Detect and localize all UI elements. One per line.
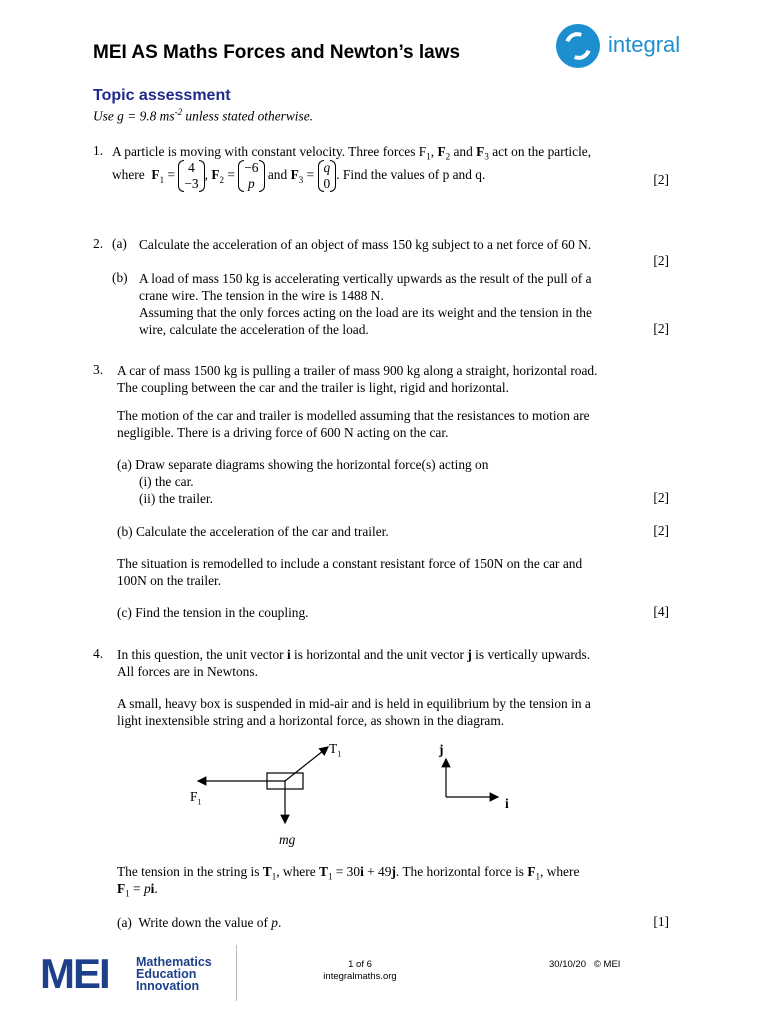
vector-f2: −6 p (238, 160, 264, 192)
integral-logo-icon (556, 24, 600, 68)
q4a-marks: [1] (653, 914, 669, 929)
vector-f3: q 0 (318, 160, 337, 192)
q4-line4: light inextensible string and a horizontal force, as shown in the diagram. (117, 713, 505, 728)
q3c-text: (c) Find the tension in the coupling. (117, 605, 309, 620)
tension-arrow (285, 747, 328, 781)
footer-divider (236, 945, 237, 1001)
force-diagram (180, 735, 520, 855)
q2b-line3: Assuming that the only forces acting on the load are its weight and the tension in the (139, 305, 592, 320)
q2b-label: (b) (112, 270, 128, 285)
gravity-note: Use g = 9.8 $ms^{-2}$ unless stated otherwise. (93, 107, 314, 124)
footer-date: 30/10/20 © MEI (549, 959, 621, 970)
q2b-line4: wire, calculate the acceleration of the load. (139, 322, 369, 337)
q3-line1: A car of mass 1500 kg is pulling a trailer of mass 900 kg along a straight, horizontal road. (117, 363, 598, 378)
page-number: 1 of 6 (348, 959, 372, 970)
q2b-marks: [2] (653, 321, 669, 336)
mei-logo-text: MEI (40, 950, 109, 997)
integral-logo-text: integral (608, 32, 681, 57)
q4a-text: (a) Write down the value of p. (117, 915, 282, 930)
q3-line4: negligible. There is a driving force of 600 N acting on the car. (117, 425, 449, 440)
page-title: MEI AS Maths Forces and Newton’s laws (93, 42, 461, 63)
label-mg: mg (279, 832, 296, 847)
q2a-label: (a) (112, 236, 127, 251)
q3a-marks: [2] (653, 490, 669, 505)
q3b-text: (b) Calculate the acceleration of the car and trailer. (117, 524, 389, 539)
q1-vectors: where $F_1 = 4$ −3, $F_2 = -6$ p and $F_3 = q$ 0. Find the values of p and q. (112, 160, 486, 191)
section-heading: Topic assessment (93, 87, 231, 104)
q3a-line2: (i) the car. (139, 474, 194, 489)
q3c-marks: [4] (653, 604, 669, 619)
vector-f1: 4 −3 (178, 160, 204, 192)
q2a-text: Calculate the acceleration of an object of mass 150 kg subject to a net force of 60 N. (139, 237, 592, 252)
q4-line1: In this question, the unit vector i is horizontal and the unit vector j is vertically upwards. (117, 647, 591, 662)
label-t1: $T_1$ (329, 741, 342, 759)
q2b-line2: crane wire. The tension in the wire is 1488 N. (139, 288, 384, 303)
q2b-line1: A load of mass 150 kg is accelerating vertically upwards as the result of the pull of a (139, 271, 592, 286)
q3a-line1: (a) Draw separate diagrams showing the horizontal force(s) acting on (117, 457, 489, 472)
q3b-marks: [2] (653, 523, 669, 538)
q3a-line3: (ii) the trailer. (139, 491, 213, 506)
footer-page-info (300, 959, 420, 983)
q3-number: 3. (93, 362, 104, 377)
q2-number: 2. (93, 236, 104, 251)
q4-line5: The tension in the string is $T_1$, where $T_1 = 30i + 49j$. The horizontal force is $F_1$, where (117, 864, 580, 882)
q4-line6: $F_1$ = pi. (117, 881, 158, 899)
label-i: i (505, 796, 509, 811)
q3-line5: The situation is remodelled to include a constant resistant force of 150N on the car and (117, 556, 583, 571)
q4-line3: A small, heavy box is suspended in mid-air and is held in equilibrium by the tension in a (117, 696, 591, 711)
integral-logo (556, 24, 706, 70)
q3-line6: 100N on the trailer. (117, 573, 222, 588)
site-link[interactable]: integralmaths.org (323, 971, 397, 982)
q3-line3: The motion of the car and trailer is modelled assuming that the resistances to motion are (117, 408, 590, 423)
q2a-marks: [2] (653, 253, 669, 268)
mei-logo (40, 950, 212, 997)
q3-line2: The coupling between the car and the trailer is light, rigid and horizontal. (117, 380, 509, 395)
q4-line2: All forces are in Newtons. (117, 664, 258, 679)
label-j: j (439, 742, 444, 757)
label-f1: $F_1$ (190, 789, 202, 807)
mei-tagline: Mathematics Education Innovation (136, 955, 212, 993)
q1-text: A particle is moving with constant velocity. Three forces $F_1$, $F_2$ and $F_3$ act on the particle, (112, 144, 592, 162)
q4-number: 4. (93, 646, 104, 661)
q1-number: 1. (93, 143, 104, 158)
q1-marks: [2] (653, 172, 669, 187)
